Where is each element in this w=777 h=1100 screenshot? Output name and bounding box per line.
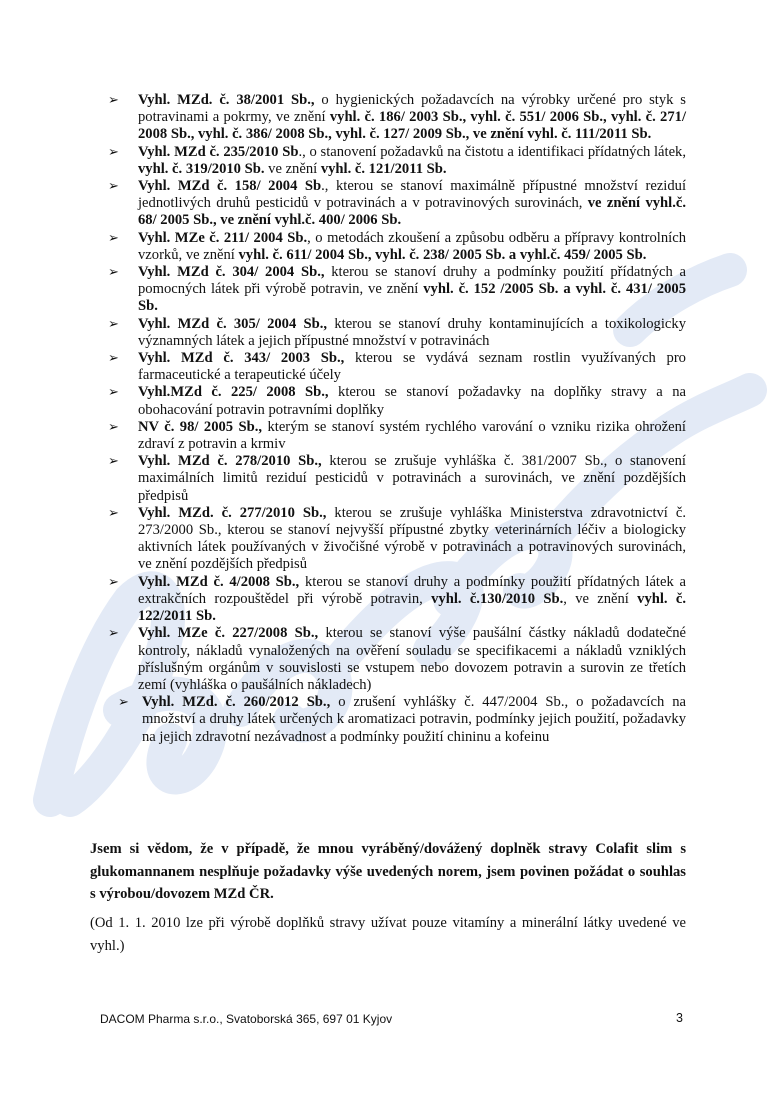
regulation-reference: Vyhl. MZd č. 305/ 2004 Sb.,: [138, 315, 328, 332]
regulation-text: kterou se stanoví požadavky na doplňky stravy a na obohacování potravin potravními doplňky: [138, 384, 687, 418]
regulation-reference: Vyhl. MZd. č. 260/2012 Sb.,: [142, 694, 331, 711]
regulation-reference: Vyhl. MZd. č. 38/2001 Sb.,: [138, 92, 315, 108]
arrow-bullet-icon: ➢: [108, 144, 119, 160]
regulation-reference: Vyhl. MZe č. 227/2008 Sb.,: [138, 625, 319, 642]
list-item: [108, 316, 686, 350]
regulation-text: kterou se stanoví druhy a podmínky použití přídatných látek a extrakčních rozpouštědel při výrobě potravin,: [138, 573, 686, 607]
list-item: [108, 384, 686, 418]
regulation-list: [108, 92, 686, 746]
footer-address: DACOM Pharma s.r.o., Svatoborská 365, 697 01 Kyjov: [100, 1012, 393, 1026]
list-item: [108, 625, 686, 694]
declaration-paragraph: Jsem si vědom, že v případě, že mnou vyráběný/dovážený doplněk stravy Colafit slim s glukomannanem nesplňuje požadavky výše uvedených norem, jsem povinen požádat o souhlas s výrobou/dovozem MZd ČR.: [90, 841, 686, 902]
arrow-bullet-icon: ➢: [108, 505, 119, 521]
arrow-bullet-icon: ➢: [108, 93, 119, 108]
arrow-bullet-icon: ➢: [108, 574, 119, 590]
list-item: [108, 178, 686, 230]
page-number: 3: [676, 1011, 683, 1025]
list-item: [118, 694, 686, 746]
regulation-text: ., kterou se stanoví maximálně přípustné množství reziduí jednotlivých druhů pesticidů v potravinách a v potravinových surovinách,: [138, 178, 686, 212]
list-item: [108, 350, 686, 384]
arrow-bullet-icon: ➢: [108, 419, 119, 435]
regulation-reference: Vyhl. MZd č. 278/2010 Sb.,: [138, 453, 322, 470]
regulation-reference: vyhl. č. 319/2010 Sb.: [138, 160, 265, 177]
regulation-text: , o metodách zkoušení a způsobu odběru a přípravy kontrolních vzorků, ve znění: [138, 229, 686, 263]
regulation-text: kterou se zrušuje vyhláška č. 381/2007 Sb., o stanovení maximálních limitů reziduí pesticidů v potravinách a surovinách, ve znění pozdějších předpisů: [138, 453, 686, 504]
arrow-bullet-icon: ➢: [108, 626, 119, 642]
regulation-reference: vyhl. č. 152 /2005 Sb. a vyhl. č. 431/ 2005 Sb.: [138, 281, 686, 315]
regulation-reference: Vyhl.MZd č. 225/ 2008 Sb.,: [138, 384, 329, 401]
arrow-bullet-icon: ➢: [108, 265, 119, 281]
list-item: [108, 453, 686, 505]
regulation-reference: vyhl. č. 611/ 2004 Sb., vyhl. č. 238/ 2005 Sb. a vyhl.č. 459/ 2005 Sb.: [238, 246, 647, 263]
regulation-text: ., o stanovení požadavků na čistotu a identifikaci přídatných látek,: [298, 143, 686, 160]
arrow-bullet-icon: ➢: [108, 230, 119, 246]
list-item: [108, 419, 686, 453]
regulation-reference: Vyhl. MZd. č. 277/2010 Sb.,: [138, 504, 327, 521]
regulation-text: o hygienických požadavcích na výrobky určené pro styk s potravinami a pokrmy, ve znění: [138, 92, 686, 126]
regulation-text: kterou se stanoví výše paušální částky nákladů dodatečné kontroly, nákladů vynaložených na ověření souladu se specifikacemi a nákladů vzniklých příslušným orgánům v souvislosti se vstupem nebo dovozem potravin a surovin ze třetích zemí (vyhláška o paušálních nákladech): [138, 625, 686, 693]
regulation-reference: Vyhl. MZd č. 158/ 2004 Sb: [138, 178, 322, 195]
regulation-reference: ve znění vyhl.č. 68/ 2005 Sb., ve znění vyhl.č. 400/ 2006 Sb.: [138, 195, 686, 229]
list-item: [108, 574, 686, 626]
regulation-text: ve znění: [264, 160, 321, 177]
regulation-reference: Vyhl. MZd č. 343/ 2003 Sb.,: [138, 350, 345, 367]
regulation-reference: Vyhl. MZd č. 4/2008 Sb.,: [138, 573, 300, 590]
regulation-text: , ve znění: [563, 590, 638, 607]
list-item: [108, 230, 686, 264]
regulation-reference: Vyhl. MZd č. 304/ 2004 Sb.,: [138, 264, 325, 281]
regulation-reference: Vyhl. MZd č. 235/2010 Sb: [138, 143, 299, 160]
regulation-reference: vyhl. č.130/2010 Sb.: [431, 590, 564, 607]
arrow-bullet-icon: ➢: [108, 351, 119, 367]
regulation-text: kterou se stanoví druhy kontaminujících a toxikologicky významných látek a jejich přípustné množství v potravinách: [138, 315, 686, 349]
regulation-reference: Vyhl. MZe č. 211/ 2004 Sb.: [138, 229, 308, 246]
arrow-bullet-icon: ➢: [118, 695, 129, 711]
arrow-bullet-icon: ➢: [108, 454, 119, 470]
regulation-reference: vyhl. č. 121/2011 Sb.: [320, 160, 447, 177]
regulation-reference: vyhl. č. 186/ 2003 Sb., vyhl. č. 551/ 2006 Sb., vyhl. č. 271/ 2008 Sb., vyhl. č. 386/ 2008 Sb., vyhl. č. 127/ 2009 Sb., ve znění vyhl. č. 111/2011 Sb.: [138, 109, 687, 143]
note-paragraph: (Od 1. 1. 2010 lze při výrobě doplňků stravy užívat pouze vitamíny a minerální látky uvedené ve vyhl.): [90, 915, 686, 954]
arrow-bullet-icon: ➢: [108, 316, 119, 332]
regulation-text: kterým se stanoví systém rychlého varování o vzniku rizika ohrožení zdraví z potravin a krmiv: [138, 418, 686, 453]
regulation-text: o zrušení vyhlášky č. 447/2004 Sb., o požadavcích na množství a druhy látek určených k aromatizaci potravin, podmínky jejich použití, požadavky na jejich zdravotní nezávadnost a podmínky použití chininu a kofeinu: [142, 694, 686, 745]
list-item: [108, 144, 686, 178]
arrow-bullet-icon: ➢: [108, 385, 119, 401]
regulation-text: kterou se stanoví druhy a podmínky použití přídatných a pomocných látek při výrobě potravin, ve znění: [138, 264, 686, 298]
list-item: [108, 264, 686, 316]
regulation-reference: vyhl. č. 122/2011 Sb.: [138, 590, 686, 625]
arrow-bullet-icon: ➢: [108, 179, 119, 195]
regulation-reference: NV č. 98/ 2005 Sb.,: [138, 418, 263, 435]
regulation-text: kterou se zrušuje vyhláška Ministerstva zdravotnictví č. 273/2000 Sb., kterou se stanoví nejvyšší přípustné zbytky veterinárních léčiv a biologicky aktivních látek používaných v živočišné výrobě v potravinách a potravinových surovinách, ve znění pozdějších předpisů: [138, 504, 686, 573]
regulation-text: kterou se vydává seznam rostlin využívaných pro farmaceutické a terapeutické účely: [138, 350, 686, 384]
list-item: [108, 92, 686, 144]
list-item: [108, 505, 686, 574]
